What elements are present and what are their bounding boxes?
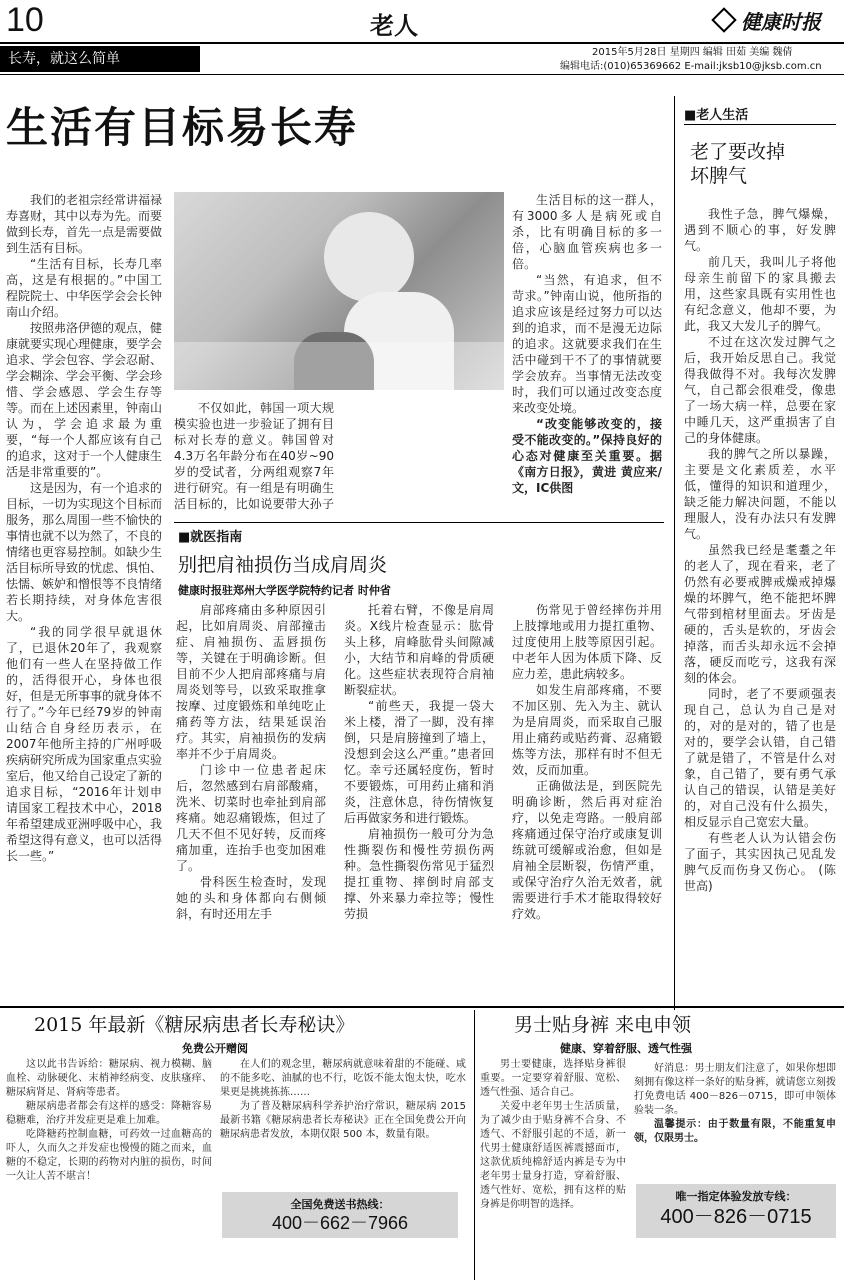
ads-top-rule bbox=[0, 1006, 844, 1008]
clinic-rule bbox=[174, 522, 664, 523]
paragraph: “当然，有追求，但不苛求。”钟南山说，他所指的追求应该是经过努力可以达到的追求，而不是漫无边际的追求。这就要求我们在生活中碰到干不了的事情就要学会放弃。当事情无法改变时，我们可以通过改变态度来改变处境。 bbox=[512, 273, 662, 415]
paragraph: 我性子急，脾气爆燥，遇到不顺心的事，好发脾气。 bbox=[684, 207, 836, 253]
paragraph: 托着右臂，不像是肩周炎。X线片检查显示：肱骨头上移，肩峰肱骨头间隙减小，大结节和肩峰的骨质硬化。这些症状表现符合肩袖断裂症状。 bbox=[344, 603, 494, 697]
paragraph: 生活目标的这一群人，有3000多人是病死或自杀，比有明确目标的多一倍，心脑血管疾病也多一倍。 bbox=[512, 193, 662, 271]
ad-right-hotline-box bbox=[636, 1184, 836, 1238]
paragraph: 在人们的观念里，糖尿病就意味着甜的不能碰、咸的不能多吃、油腻的也不行，吃饭不能太饱太快，吃水果更是挑挑拣拣…… bbox=[220, 1059, 466, 1098]
brand-logo bbox=[715, 6, 835, 34]
paragraph: “生活有目标，长寿几率高，这是有根据的。”中国工程院院士、中华医学会会长钟南山介绍。 bbox=[6, 257, 162, 319]
clinic-col-2 bbox=[344, 602, 494, 1012]
paragraph: 糖尿病患者都会有这样的感受：降糖容易稳糖难，治疗并发症更是难上加难。 bbox=[6, 1101, 212, 1126]
paragraph: 吃降糖药控制血糖，可药效一过血糖高的吓人，久而久之并发症也慢慢的随之而来，血糖的不稳定，长期的药物对内脏的损伤，时间一久让人苦不堪言！ bbox=[6, 1129, 212, 1182]
page-number: 10 bbox=[6, 1, 44, 39]
main-article-title: 生活有目标易长寿 bbox=[6, 103, 359, 152]
main-col-3 bbox=[512, 192, 662, 512]
ad-right-col-2 bbox=[634, 1062, 836, 1182]
paragraph: 不过在这次发过脾气之后，我开始反思自己。我觉得我做得不对。我每次发脾气，自己都会很难受，像患了一场大病一样，总要在家中睡几天，这严重损害了自己的身体健康。 bbox=[684, 335, 836, 445]
header-rule-top bbox=[0, 42, 844, 44]
ad-left-col-1 bbox=[6, 1058, 212, 1280]
clinic-title: 别把肩袖损伤当成肩周炎 bbox=[178, 554, 388, 576]
paragraph: “改变能够改变的，接受不能改变的。”保持良好的心态对健康至关重要。据《南方日报》，黄进 黄应来/文，IC供图 bbox=[512, 417, 662, 495]
ad-right-title: 男士贴身裤 来电申领 bbox=[514, 1014, 692, 1036]
sidebar-label: ■老人生活 bbox=[684, 108, 749, 123]
sidebar-body bbox=[684, 206, 836, 1002]
ad-right-hotline-label: 唯一指定体验发放专线： bbox=[675, 1190, 797, 1203]
article-photo bbox=[174, 192, 504, 390]
paragraph: 我们的老祖宗经常讲福禄寿喜财，其中以寿为先。而要做到长寿，首先一点是需要做到生活有目标。 bbox=[6, 193, 162, 255]
paragraph: 虽然我已经是耄耋之年的老人了，现在看来，老了仍然有必要戒脾戒燥戒掉爆燥的坏脾气，绝不能把坏脾气带到棺材里面去。牙齿是硬的，舌头是软的，牙齿会掉落，而舌头却永远不会掉落，硬反而吃亏，这我有深刻的体会。 bbox=[684, 543, 836, 685]
ad-right-subtitle: 健康、穿着舒服、透气性强 bbox=[560, 1042, 692, 1055]
ad-left-title: 2015 年最新《糖尿病患者长寿秘诀》 bbox=[34, 1014, 355, 1036]
paragraph: “我的同学很早就退休了，已退休20年了，我观察他们有一些人在坚持做工作的，活得很开心，身体也很好，但是无所事事的就身体不行了。”今年已经79岁的钟南山结合自身经历表示，在2007年他所主持的广州呼吸疾病研究所成为国家重点实验室后，他又给自己设定了新的追求目标，“2016年计划申请国家工程技术中心，2018年希望建成亚洲呼吸中心，我希望这得有意义，也可以活得长一些。” bbox=[6, 625, 162, 863]
tagline: 长寿，就这么简单 bbox=[0, 46, 200, 72]
main-col-2b bbox=[344, 400, 504, 512]
paragraph: 肩部疼痛由多种原因引起，比如肩周炎、肩部撞击症、肩袖损伤、盂唇损伤等，关键在于明确诊断。但目前不少人把肩部疼痛与肩周炎划等号，以致采取推拿按摩、过度锻炼和单纯吃止痛药等方法，结果延误治疗。其实，肩袖损伤的发病率并不少于肩周炎。 bbox=[176, 603, 326, 761]
health-times-logo-icon bbox=[711, 7, 736, 32]
paragraph: 正确做法是，到医院先明确诊断，然后再对症治疗，以免走弯路。一般肩部疼痛通过保守治疗或康复训练就可缓解或治愈，但如是肩袖全层断裂，伤情严重，或保守治疗久治无效者，就需要进行手术才能取得较好疗效。 bbox=[512, 779, 662, 921]
main-col-1 bbox=[6, 192, 162, 1022]
ad-left-subtitle: 免费公开赠阅 bbox=[182, 1042, 248, 1055]
paragraph: 按照弗洛伊德的观点，健康就要实现心理健康，要学会追求、学会包容、学会忍耐、学会糊涂、学会平衡、学会珍惜、学会感恩、学会生存等等。而在上述因素里，钟南山认为，学会追求最为重要，“每一个人都应该有自己的追求，这对于一个人健康生活是非常重要的”。 bbox=[6, 321, 162, 479]
grandmother-and-child-calligraphy-photo-icon bbox=[324, 212, 414, 302]
paragraph: 关爱中老年男士生活质量，为了减少由于贴身裤不合身、不透气、不舒服引起的不适，新一代男士健康舒适医裤震撼面市，这款优质纯棉舒适内裤是专为中老年男士量身打造，穿着舒服、透气性好、宽松，拥有这样的贴身裤是你明智的选择。 bbox=[480, 1101, 626, 1210]
contact-line: 编辑电话:(010)65369662 E-mail:jksb10@jksb.com.cn bbox=[560, 61, 822, 72]
ad-left-hotline-label: 全国免费送书热线： bbox=[290, 1198, 390, 1211]
sidebar-divider bbox=[674, 96, 675, 1010]
paragraph: 有些老人认为认错会伤了面子，其实因执己见乱发脾气反而伤身又伤心。 (陈世高) bbox=[684, 831, 836, 893]
brand-name: 健康时报 bbox=[741, 9, 821, 34]
clinic-col-3 bbox=[512, 602, 662, 1012]
ad-left-col-2 bbox=[220, 1058, 466, 1186]
ad-right-hotline-number[interactable]: 400－826－0715 bbox=[660, 1206, 812, 1228]
sidebar-title-1: 老了要改掉 bbox=[690, 141, 786, 163]
sidebar-label-rule bbox=[684, 124, 836, 125]
paragraph: 同时，老了不要顽强表现自己，总认为自己是对的，对的是对的，错了也是对的，要学会认错，自己错了就是错了，不管是什么对象，自己错了，要有勇气承认自己的错误，认错是美好的，对自己没有什么损失，相反显示自己宽宏大量。 bbox=[684, 687, 836, 829]
header-rule-bottom bbox=[0, 74, 844, 75]
paragraph: 前几天，我叫儿子将他母亲生前留下的家具搬去用，这些家具既有实用性也有纪念意义，他却不要，为此，我又大发儿子的脾气。 bbox=[684, 255, 836, 333]
clinic-label: ■就医指南 bbox=[178, 530, 243, 545]
paragraph: 好消息：男士朋友们注意了，如果你想即刻拥有像这样一条好的贴身裤，就请您立刻拨打免费电话 400－826－0715，即可申领体验装一条。 bbox=[634, 1063, 836, 1116]
paragraph: 我的脾气之所以暴躁，主要是文化素质差，水平低，懂得的知识和道理少，缺乏能力解决问题，不能以理服人，没有办法只有发脾气。 bbox=[684, 447, 836, 541]
ads-divider bbox=[474, 1010, 475, 1280]
main-col-2 bbox=[174, 400, 334, 512]
clinic-byline: 健康时报驻郑州大学医学院特约记者 时仲省 bbox=[178, 584, 391, 597]
paragraph: 这以此书告诉给：糖尿病、视力模糊、脑血栓、动脉硬化、末梢神经病变、皮肤瘙痒、糖尿病肾足、肾病等患者。 bbox=[6, 1059, 212, 1098]
paragraph: 温馨提示：由于数量有限，不能重复申领，仅限男士。 bbox=[634, 1119, 836, 1144]
clinic-col-1 bbox=[176, 602, 326, 1012]
ad-right-col-1 bbox=[480, 1058, 626, 1280]
paragraph: 伤常见于曾经摔伤并用上肢撑地或用力提扛重物、过度使用上肢等原因引起。中老年人因为体质下降、反应力差，患此病较多。 bbox=[512, 603, 662, 681]
paragraph: 这是因为，有一个追求的目标，一切为实现这个目标而服务，那么周围一些不愉快的事情也就不以为然了，不良的情绪也更容易控制。如缺少生活目标所导致的忧虑、惧怕、怯懦、嫉妒和憎恨等不良情绪若长期持续，对身体危害很大。 bbox=[6, 481, 162, 623]
paragraph: “前些天，我提一袋大米上楼，滑了一脚，没有摔倒，只是肩膀撞到了墙上，没想到会这么严重。”患者回忆。幸亏还属轻度伤，暂时不要锻炼，可用药止痛和消炎，注意休息，待伤情恢复后再做家务和进行锻炼。 bbox=[344, 699, 494, 825]
ad-left-hotline-number[interactable]: 400－662－7966 bbox=[271, 1213, 409, 1233]
paragraph: 如发生肩部疼痛，不要不加区别、先入为主、就认为是肩周炎，而采取自己服用止痛药或贴药膏、忍痛锻炼等方法，那样有时不但无效，反而加重。 bbox=[512, 683, 662, 777]
paragraph: 为了普及糖尿病科学养护治疗常识，糖尿病 2015 最新书籍《糖尿病患者长寿秘诀》正在全国免费公开向糖尿病患者发放，本期仅限 500 本，数量有限。 bbox=[220, 1101, 466, 1140]
paragraph: 骨科医生检查时，发现她的头和身体都向右侧倾斜，有时还用左手 bbox=[176, 875, 326, 921]
paragraph: 门诊中一位患者起床后，忽然感到右肩部酸痛，洗米、切菜时也牵扯到肩部疼痛。她忍痛锻炼，但过了几天不但不见好转，反而疼痛加重，连抬手也变加困难了。 bbox=[176, 763, 326, 873]
sidebar-title-2: 坏脾气 bbox=[690, 165, 748, 187]
paragraph: 不仅如此，韩国一项大规模实验也进一步验证了拥有目标对长寿的意义。韩国曾对4.3万名年龄分布在40岁~90岁的受试者，分两组观察7年进行研究。有一组是有明确生活目标的，比如说要带大孙子 bbox=[174, 401, 334, 511]
ad-left-hotline-box bbox=[222, 1192, 458, 1238]
section-title: 老人 bbox=[370, 11, 418, 40]
date-line: 2015年5月28日 星期四 编辑 田茹 美编 魏倩 bbox=[592, 47, 793, 58]
paragraph: 男士要健康，选择贴身裤很重要。一定要穿着舒服、宽松、透气性强、适合自己。 bbox=[480, 1059, 626, 1098]
paragraph: 肩袖损伤一般可分为急性撕裂伤和慢性劳损伤两种。急性撕裂伤常见于猛烈提扛重物、摔倒时肩部支撑、外来暴力牵拉等；慢性劳损 bbox=[344, 827, 494, 921]
